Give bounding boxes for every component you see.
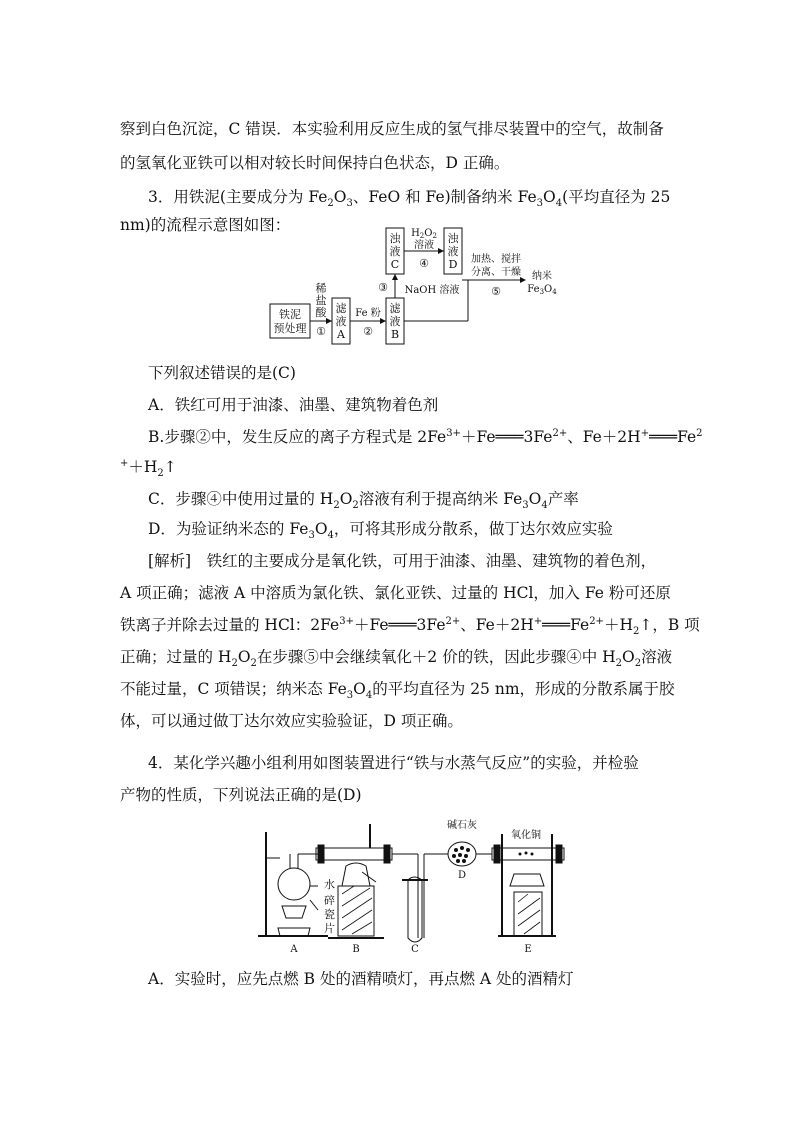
sub: 4 (555, 198, 563, 210)
text: ↑ (163, 458, 177, 476)
text: 溶液有利于提高纳米 Fe (358, 490, 523, 508)
text: A．铁红可用于油漆、油墨、建筑物着色剂 (148, 396, 439, 414)
flow-diagram (268, 224, 568, 348)
text: C．步骤④中使用过量的 H (148, 490, 334, 508)
label-chips: 片 (324, 922, 335, 935)
step-label: $H_2O_2$ (411, 228, 437, 240)
node-label: 浊 (447, 232, 459, 245)
option-a (148, 394, 438, 416)
sub: 2 (327, 198, 334, 210)
text: 体，可以通过做丁达尔效应实验验证，D 项正确。 (120, 712, 463, 730)
text: 铁离子并除去过量的 HCl：2Fe (120, 616, 340, 634)
analysis-line (120, 646, 672, 668)
node-label: 铁泥 (279, 308, 301, 321)
sup: 3+ (339, 615, 354, 627)
node-label: B (390, 328, 400, 341)
sup: 3+ (446, 427, 461, 439)
text: 、Fe＋2H (567, 428, 641, 446)
question-stem (148, 362, 296, 384)
sup: 2+ (589, 615, 604, 627)
text: O (528, 490, 542, 508)
sub: 3 (536, 198, 544, 210)
text: B.步骤②中，发生反应的离子方程式是 2Fe (148, 428, 447, 446)
text-line (120, 118, 664, 140)
node-label: 液 (389, 315, 401, 328)
sub: 2 (352, 500, 359, 512)
label-water: 水 (324, 878, 335, 891)
node-label: 滤 (335, 302, 347, 315)
analysis-line (120, 582, 671, 604)
text: O (314, 520, 328, 538)
step-number: ③ (378, 281, 388, 294)
text: A．实验时，应先点燃 B 处的酒精喷灯，再点燃 A 处的酒精灯 (148, 970, 574, 988)
text: 溶液 (641, 648, 673, 666)
text: O (339, 490, 353, 508)
node-label: 液 (447, 245, 459, 258)
sub: 2 (615, 658, 623, 670)
step-label: 溶液 (414, 240, 434, 251)
text-line (120, 152, 509, 174)
sub: 4 (365, 690, 373, 702)
analysis-line (120, 678, 675, 700)
analysis-line (120, 614, 700, 636)
text: ＋H (603, 616, 633, 634)
sup: 2 (696, 427, 703, 439)
text: 4．某化学兴趣小组利用如图装置进行“铁与水蒸气反应”的实验，并检验 (148, 754, 639, 772)
question-4-line-1 (148, 752, 639, 774)
text: O (333, 188, 347, 206)
text: 的平均直径为 25 nm，形成的分散系属于胶 (372, 680, 675, 698)
text: O (543, 188, 556, 206)
option-b (148, 426, 703, 448)
step-number: ⑤ (491, 285, 501, 298)
sub: 3 (346, 198, 353, 210)
option-b-cont (120, 456, 177, 478)
sup: 2+ (552, 427, 568, 439)
sub: 4 (327, 530, 334, 542)
text: 察到白色沉淀，C 错误．本实验利用反应生成的氢气排尽装置中的空气，故制备 (120, 120, 664, 138)
label-copper-oxide: 氧化铜 (511, 830, 541, 841)
sub: 2 (632, 626, 640, 638)
text: 产物的性质，下列说法正确的是(D) (120, 786, 362, 804)
label-chips: 碎 (324, 894, 335, 907)
q4-option-a (148, 968, 574, 990)
text: nm)的流程示意图如图： (120, 216, 291, 234)
sup: + (640, 427, 650, 439)
label-chips: 瓷 (324, 908, 335, 921)
sub: 3 (522, 500, 529, 512)
question-3-line-2 (120, 214, 290, 236)
analysis-line (120, 710, 463, 732)
step-label: Fe 粉 (355, 308, 381, 319)
text: ═══Fe (542, 616, 590, 634)
text: 3．用铁泥(主要成分为 Fe (148, 188, 328, 206)
sub: 2 (231, 658, 238, 670)
node-label: 浊 (389, 232, 401, 245)
analysis-line (148, 550, 656, 572)
text: ＋H (128, 458, 158, 476)
node-label: 液 (335, 315, 347, 328)
text: 正确；过量的 H (120, 648, 232, 666)
text: 的氢氧化亚铁可以相对较长时间保持白色状态，D 正确。 (120, 154, 510, 172)
option-d (148, 518, 613, 540)
text: (平均直径为 25 (562, 188, 671, 206)
label-a: A (290, 944, 298, 955)
text: D．为验证纳米态的 Fe (148, 520, 309, 538)
text: 不能过量，C 项错误；纳米态 Fe (120, 680, 347, 698)
label-e: E (524, 944, 532, 955)
text: O (353, 680, 366, 698)
step-label: 盐 (315, 294, 327, 307)
question-3-line-1 (148, 186, 670, 208)
text: ↑，B 项 (639, 616, 700, 634)
sup: + (533, 615, 543, 627)
label-b: B (352, 944, 360, 955)
step-number: ② (363, 325, 373, 338)
node-label: 液 (389, 245, 401, 258)
label-c: C (411, 944, 419, 955)
text: ＋Fe═══3Fe (353, 616, 446, 634)
text: [解析] 铁红的主要成分是氧化铁，可用于油漆、油墨、建筑物的着色剂， (148, 552, 657, 570)
step-label: 酸 (315, 306, 327, 319)
step-number: ④ (419, 257, 429, 270)
label-d: D (457, 870, 467, 881)
text: 下列叙述错误的是(C) (148, 364, 296, 382)
text: 、Fe＋2H (460, 616, 534, 634)
sub: 2 (157, 468, 164, 480)
sub: 2 (634, 658, 642, 670)
label-soda-lime: 碱石灰 (447, 820, 477, 831)
text: 产率 (547, 490, 579, 508)
text: ═══Fe (649, 428, 697, 446)
node-label: 预处理 (273, 322, 307, 335)
hatching (342, 886, 540, 934)
node-label: A (337, 328, 345, 341)
product-label: $Fe_3O_4$ (527, 284, 557, 296)
node-label: 滤 (389, 302, 401, 315)
text: O (237, 648, 251, 666)
sub: 3 (346, 690, 354, 702)
text: 在步骤⑤中会继续氧化＋2 价的铁，因此步骤④中 H (256, 648, 616, 666)
sub: 2 (333, 500, 340, 512)
step-label: 稀 (315, 282, 327, 295)
step-label: 分离、干燥 (471, 267, 521, 278)
option-c (148, 488, 579, 510)
product-label: 纳米 (532, 271, 552, 282)
step-number: ① (316, 325, 326, 338)
sub: 3 (308, 530, 315, 542)
text: A 项正确；滤液 A 中溶质为氯化铁、氯化亚铁、过量的 HCl，加入 Fe 粉可还原 (120, 584, 671, 602)
node-label: C (390, 258, 400, 271)
text: 、FeO 和 Fe)制备纳米 Fe (352, 188, 537, 206)
sup: 2+ (445, 615, 461, 627)
node-label: D (448, 258, 458, 271)
text: ＋Fe═══3Fe (460, 428, 553, 446)
step-label: NaOH 溶液 (404, 285, 460, 296)
text: O (622, 648, 635, 666)
step-label: 加热、搅拌 (471, 254, 521, 265)
text: ，可将其形成分散系，做丁达尔效应实验 (333, 520, 613, 538)
sup: + (120, 457, 129, 469)
question-4-line-2 (120, 784, 362, 806)
sub: 2 (250, 658, 257, 670)
sub: 4 (541, 500, 548, 512)
apparatus-diagram (258, 814, 574, 956)
